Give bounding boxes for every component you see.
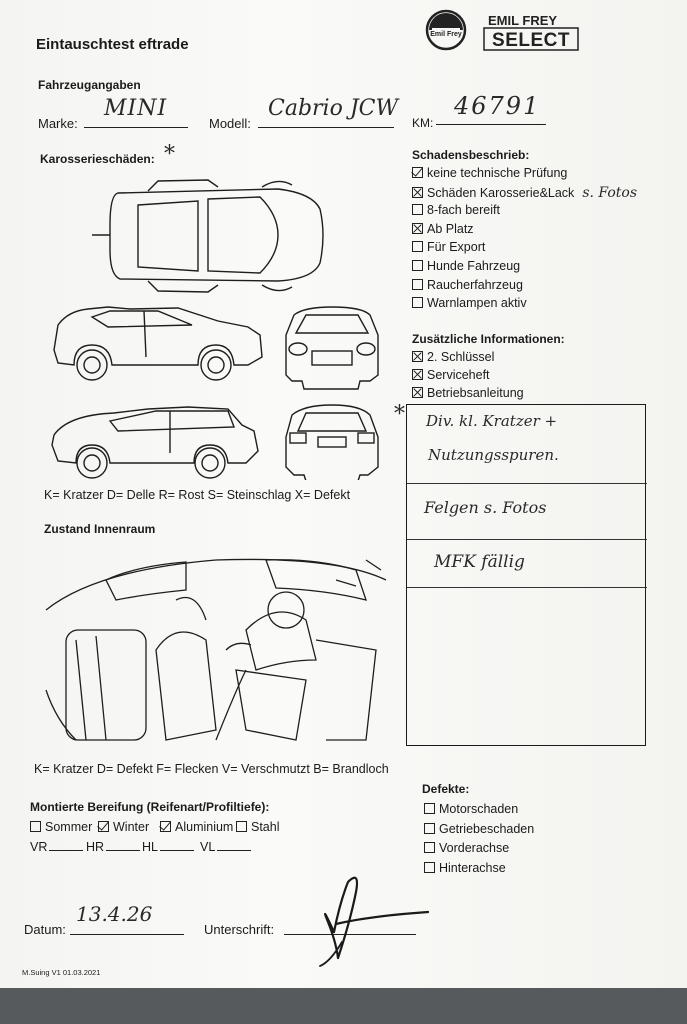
km-label: KM:: [412, 116, 434, 130]
checkbox[interactable]: [412, 279, 423, 290]
checkbox-label: Warnlampen aktiv: [427, 296, 527, 311]
tread-input-line[interactable]: [217, 840, 251, 851]
checkbox-label: Aluminium: [175, 820, 234, 834]
rims-section-heading: Montierte Bereifung (Reifenart/Profiltiefe):: [30, 800, 270, 814]
checkbox[interactable]: [412, 297, 423, 308]
extra-section-heading: Zusätzliche Informationen:: [412, 332, 565, 346]
extra-option[interactable]: [412, 368, 490, 382]
damage-option[interactable]: [412, 166, 567, 180]
svg-text:SELECT: SELECT: [492, 30, 570, 51]
checkbox-label: keine technische Prüfung: [427, 166, 568, 180]
tread-label: VR: [30, 840, 48, 854]
extra-option[interactable]: [412, 386, 524, 400]
defect-option[interactable]: [424, 802, 518, 816]
signature: [290, 862, 430, 978]
emil-frey-logo: [424, 6, 582, 54]
notes-line: [407, 587, 647, 588]
signature-label: Unterschrift:: [204, 922, 275, 937]
checkbox[interactable]: [412, 260, 423, 271]
checkbox-label: Für Export: [427, 240, 486, 255]
checkbox[interactable]: [412, 351, 423, 362]
km-value[interactable]: 46791: [454, 92, 541, 120]
checkbox[interactable]: [424, 803, 435, 814]
legend-interior: K= Kratzer D= Defekt F= Flecken V= Verschmutzt B= Brandloch: [34, 762, 389, 776]
tread-input-line[interactable]: [160, 840, 194, 851]
checkbox[interactable]: [424, 862, 435, 873]
checkbox[interactable]: [412, 223, 423, 234]
form-title: Eintauschtest eftrade: [36, 36, 189, 53]
notes-line: [407, 483, 647, 484]
marke-value[interactable]: MINI: [104, 96, 168, 121]
checkbox-label: Motorschaden: [439, 802, 519, 816]
notes-line: [407, 539, 647, 540]
checkbox-label: Serviceheft: [427, 368, 490, 382]
car-side-view-right: [52, 407, 258, 478]
marke-line: [84, 127, 188, 128]
modell-value[interactable]: Cabrio JCW: [268, 96, 399, 121]
body-damage-label: Karosserieschäden:: [40, 152, 155, 166]
body-damage-mark: *: [164, 142, 175, 167]
tread-label: VL: [200, 840, 216, 854]
checkbox-label: Hunde Fahrzeug: [427, 259, 521, 273]
form-version: M.Suing V1 01.03.2021: [22, 968, 101, 977]
checkbox[interactable]: [424, 842, 435, 853]
damage-option[interactable]: [412, 185, 637, 201]
checkbox-label: Vorderachse: [439, 841, 510, 855]
rim-option[interactable]: [236, 820, 280, 834]
checkbox[interactable]: [160, 821, 171, 832]
checkbox-label: Schäden Karosserie&Lack: [427, 185, 575, 200]
note-line-4: MFK fällig: [434, 552, 525, 572]
checkbox-label: Stahl: [251, 820, 280, 834]
modell-line: [258, 127, 394, 128]
car-front-view: [286, 307, 378, 389]
notes-mark: *: [394, 402, 405, 427]
damage-option[interactable]: [412, 222, 474, 236]
checkbox-label: Getriebeschaden: [439, 821, 535, 836]
handwritten-note: s. Fotos: [582, 184, 638, 201]
checkbox[interactable]: [412, 187, 423, 198]
interior-section-heading: Zustand Innenraum: [44, 522, 156, 536]
vehicle-section-heading: Fahrzeugangaben: [38, 78, 141, 92]
defect-option[interactable]: [424, 861, 506, 875]
tread-depth-field[interactable]: [200, 840, 251, 854]
checkbox[interactable]: [412, 369, 423, 380]
checkbox-label: Ab Platz: [427, 221, 474, 236]
checkbox-label: Winter: [113, 820, 150, 834]
date-value[interactable]: 13.4.26: [76, 902, 153, 926]
checkbox[interactable]: [30, 821, 41, 832]
car-rear-view: [286, 405, 378, 480]
damage-option[interactable]: [412, 240, 485, 254]
tread-label: HL: [142, 840, 158, 854]
legend-exterior: K= Kratzer D= Delle R= Rost S= Steinschlag X= Defekt: [44, 488, 351, 502]
checkbox-label: Betriebsanleitung: [427, 386, 524, 400]
car-side-view-left: [54, 307, 262, 380]
checkbox[interactable]: [236, 821, 247, 832]
note-line-2: Nutzungsspuren.: [428, 446, 559, 464]
checkbox[interactable]: [98, 821, 109, 832]
date-label: Datum:: [24, 922, 66, 937]
background-surface: [0, 988, 687, 1024]
checkbox-label: Hinterachse: [439, 860, 506, 875]
defect-option[interactable]: [424, 822, 534, 836]
checkbox-label: Raucherfahrzeug: [427, 277, 523, 292]
damage-option[interactable]: [412, 203, 500, 217]
tread-depth-field[interactable]: [142, 840, 194, 854]
car-exterior-diagram[interactable]: [48, 175, 388, 480]
note-line-3: Felgen s. Fotos: [424, 498, 547, 517]
car-top-view: [92, 180, 323, 292]
checkbox-label: Sommer: [45, 820, 93, 834]
checkbox-label: 2. Schlüssel: [427, 350, 495, 364]
tread-input-line[interactable]: [106, 840, 140, 851]
tread-label: HR: [86, 840, 105, 854]
rim-option[interactable]: [160, 820, 233, 834]
defects-section-heading: Defekte:: [422, 782, 470, 796]
tread-input-line[interactable]: [49, 840, 83, 851]
checkbox[interactable]: [412, 241, 423, 252]
svg-text:EMIL FREY: EMIL FREY: [488, 13, 558, 28]
defect-option[interactable]: [424, 841, 509, 855]
checkbox[interactable]: [412, 204, 423, 215]
km-line: [436, 124, 546, 125]
extra-option[interactable]: [412, 350, 494, 364]
damage-option[interactable]: [412, 259, 520, 273]
damage-option[interactable]: [412, 278, 523, 292]
note-line-1: Div. kl. Kratzer +: [426, 412, 558, 430]
damage-section-heading: Schadensbeschrieb:: [412, 148, 530, 162]
date-line: [70, 934, 184, 935]
tread-depth-field[interactable]: [30, 840, 83, 854]
rim-option[interactable]: [30, 820, 92, 834]
checkbox[interactable]: [412, 167, 423, 178]
rim-option[interactable]: [98, 820, 149, 834]
checkbox[interactable]: [424, 823, 435, 834]
checkbox[interactable]: [412, 387, 423, 398]
svg-text:Emil Frey: Emil Frey: [430, 31, 462, 38]
tread-depth-field[interactable]: [86, 840, 140, 854]
damage-option[interactable]: [412, 296, 527, 310]
marke-label: Marke:: [38, 116, 78, 131]
checkbox-label: 8-fach bereift: [427, 203, 500, 218]
modell-label: Modell:: [209, 116, 251, 131]
car-interior-diagram[interactable]: [36, 540, 396, 754]
